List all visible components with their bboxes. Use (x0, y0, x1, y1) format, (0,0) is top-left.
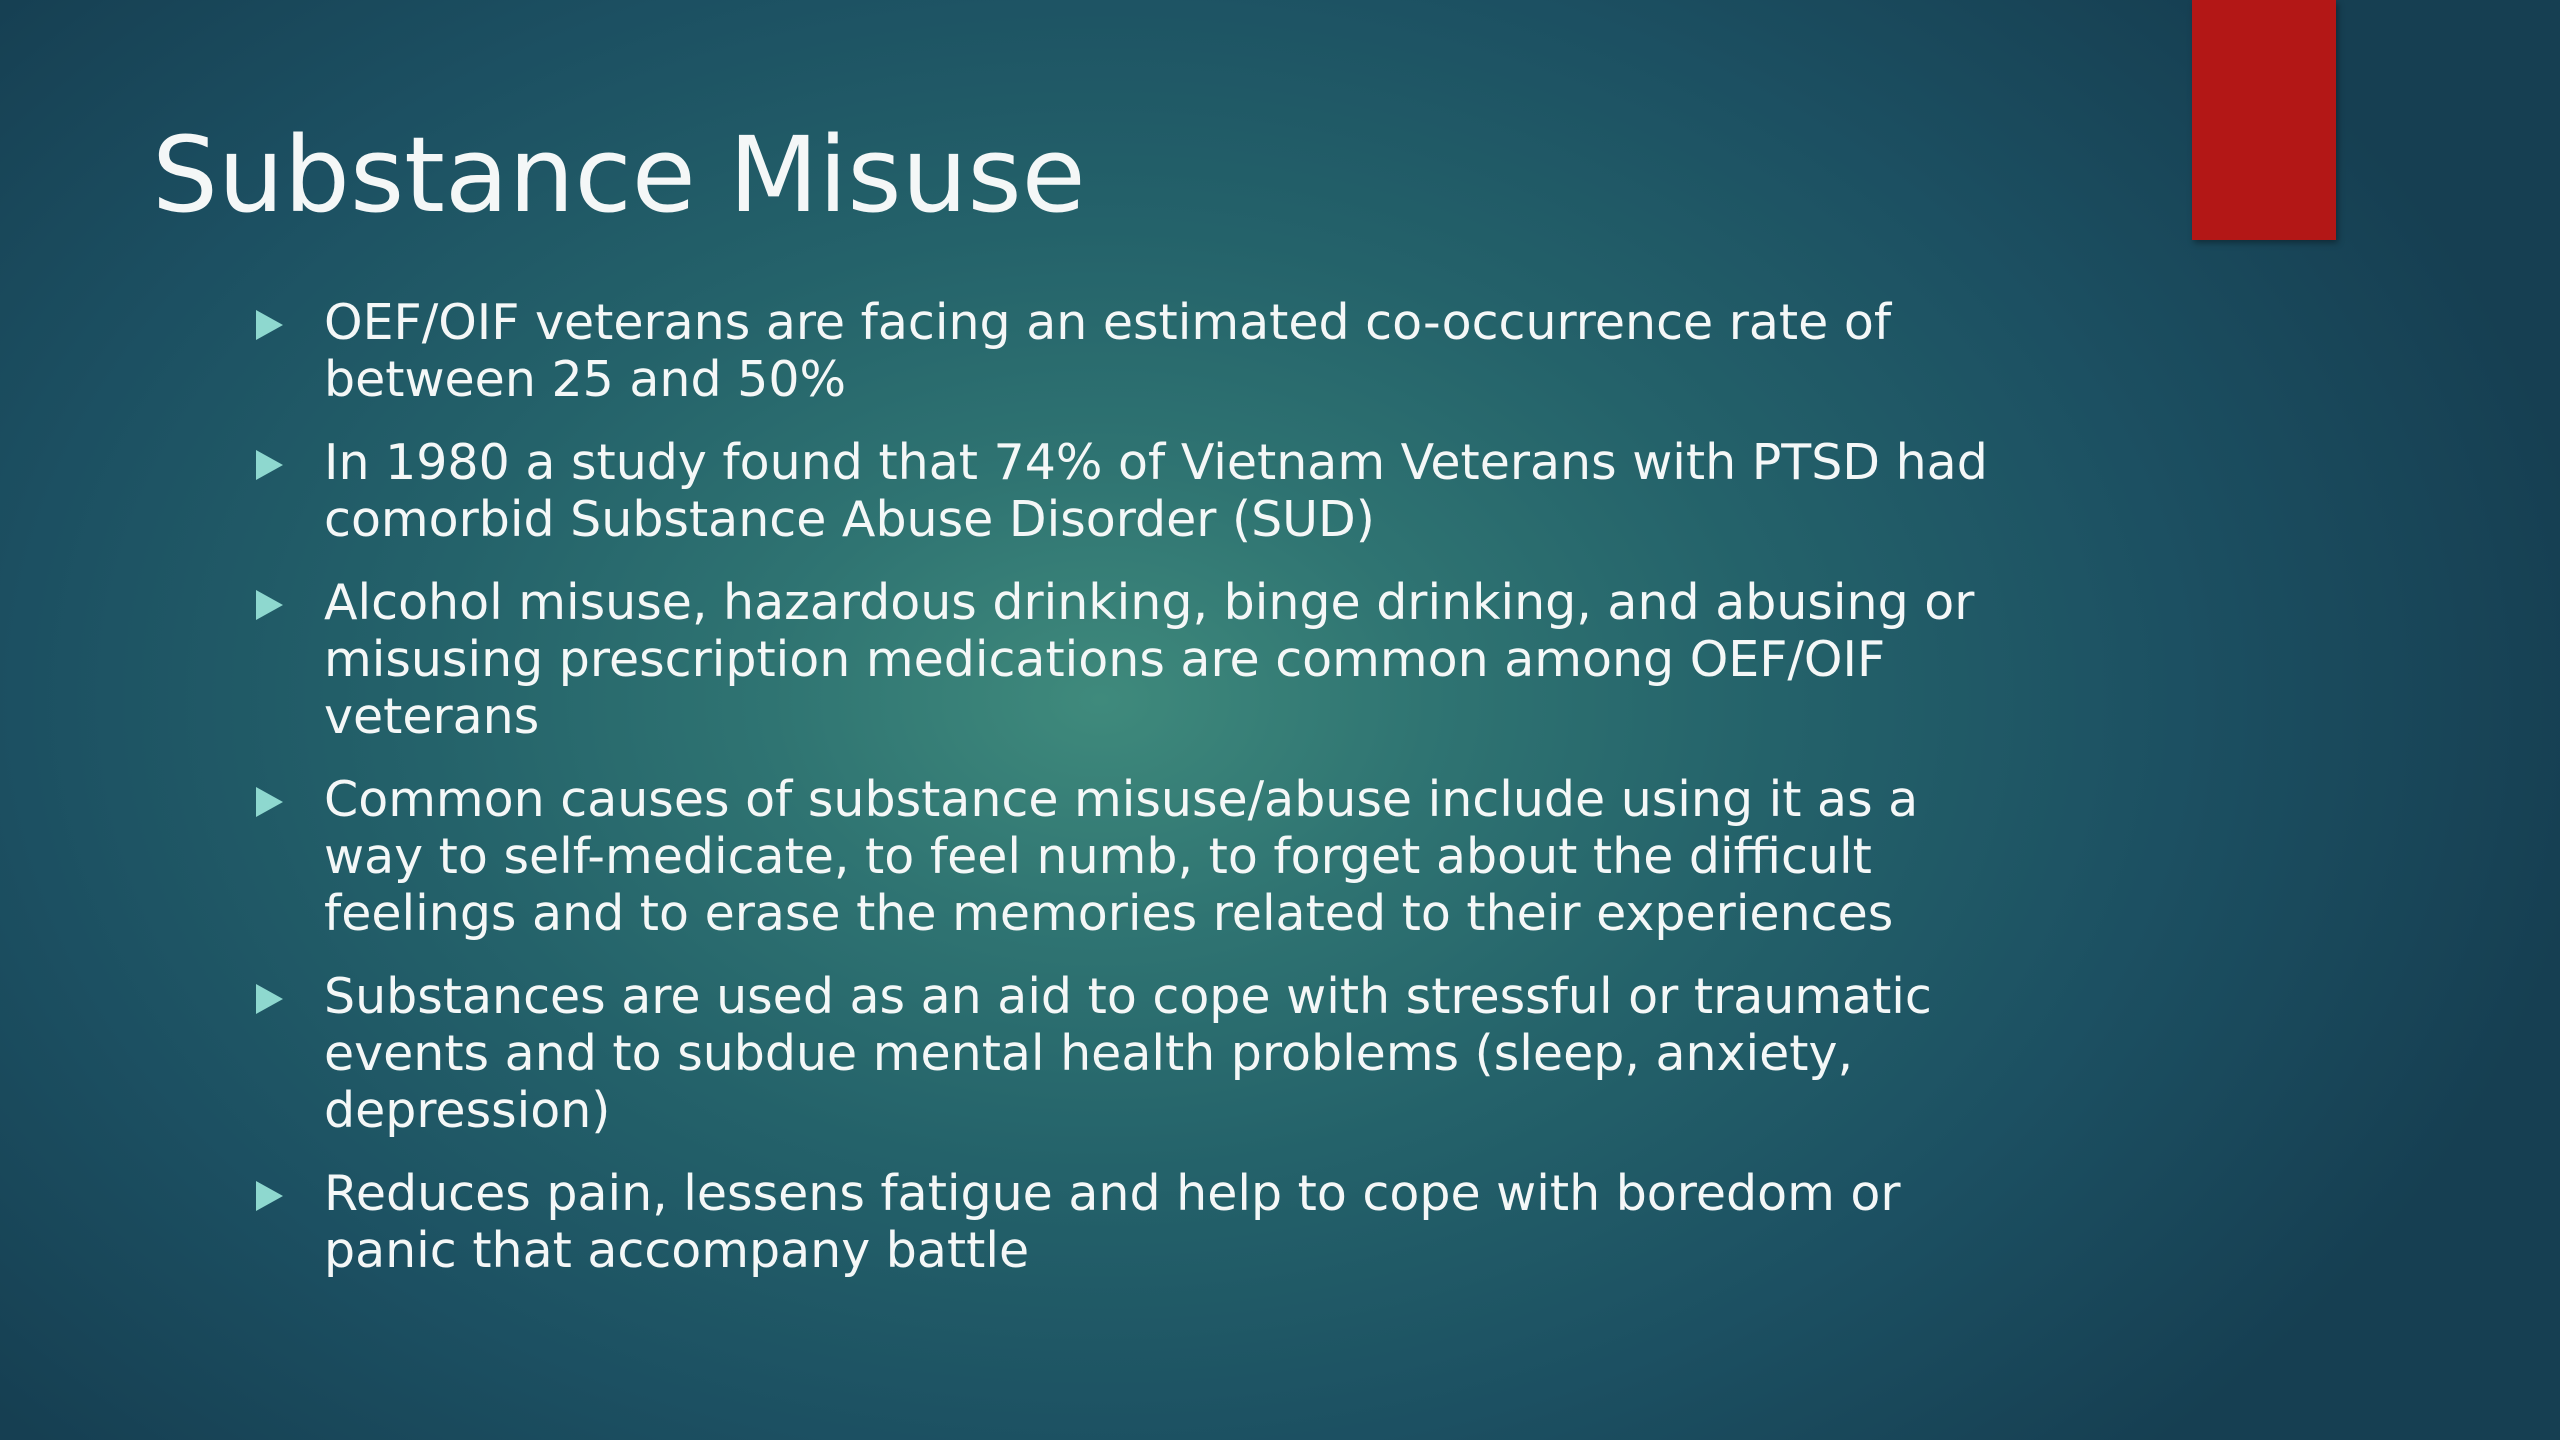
accent-tab (2192, 0, 2336, 240)
bullet-line: between 25 and 50% (324, 351, 847, 408)
bullet-text (324, 1165, 2112, 1279)
bullet-item (252, 968, 2112, 1139)
bullet-line: depression) (324, 1082, 611, 1139)
bullet-line: comorbid Substance Abuse Disorder (SUD) (324, 491, 1375, 548)
play-triangle-icon (256, 450, 283, 480)
bullet-item (252, 434, 2112, 548)
bullet-item (252, 771, 2112, 942)
bullet-list (252, 294, 2112, 1305)
play-triangle-icon (256, 310, 283, 340)
bullet-text (324, 294, 2112, 408)
bullet-item (252, 574, 2112, 745)
bullet-line: way to self-medicate, to feel numb, to forget about the difficult (324, 828, 1872, 885)
bullet-line: veterans (324, 688, 540, 745)
bullet-line: Substances are used as an aid to cope with stressful or traumatic (324, 968, 1932, 1025)
bullet-line: Reduces pain, lessens fatigue and help to cope with boredom or (324, 1165, 1901, 1222)
bullet-text (324, 434, 2112, 548)
bullet-line: misusing prescription medications are common among OEF/OIF (324, 631, 1886, 688)
play-triangle-icon (256, 984, 283, 1014)
bullet-line: OEF/OIF veterans are facing an estimated co-occurrence rate of (324, 294, 1892, 351)
play-triangle-icon (256, 1181, 283, 1211)
play-triangle-icon (256, 590, 283, 620)
bullet-text (324, 574, 2112, 745)
bullet-item (252, 1165, 2112, 1279)
bullet-line: events and to subdue mental health problems (sleep, anxiety, (324, 1025, 1854, 1082)
slide-title: Substance Misuse (152, 114, 1086, 236)
bullet-item (252, 294, 2112, 408)
bullet-line: Common causes of substance misuse/abuse include using it as a (324, 771, 1919, 828)
bullet-line: panic that accompany battle (324, 1222, 1030, 1279)
bullet-line: feelings and to erase the memories related to their experiences (324, 885, 1894, 942)
bullet-line: Alcohol misuse, hazardous drinking, binge drinking, and abusing or (324, 574, 1975, 631)
bullet-text (324, 771, 2112, 942)
play-triangle-icon (256, 787, 283, 817)
bullet-line: In 1980 a study found that 74% of Vietnam Veterans with PTSD had (324, 434, 1988, 491)
bullet-text (324, 968, 2112, 1139)
